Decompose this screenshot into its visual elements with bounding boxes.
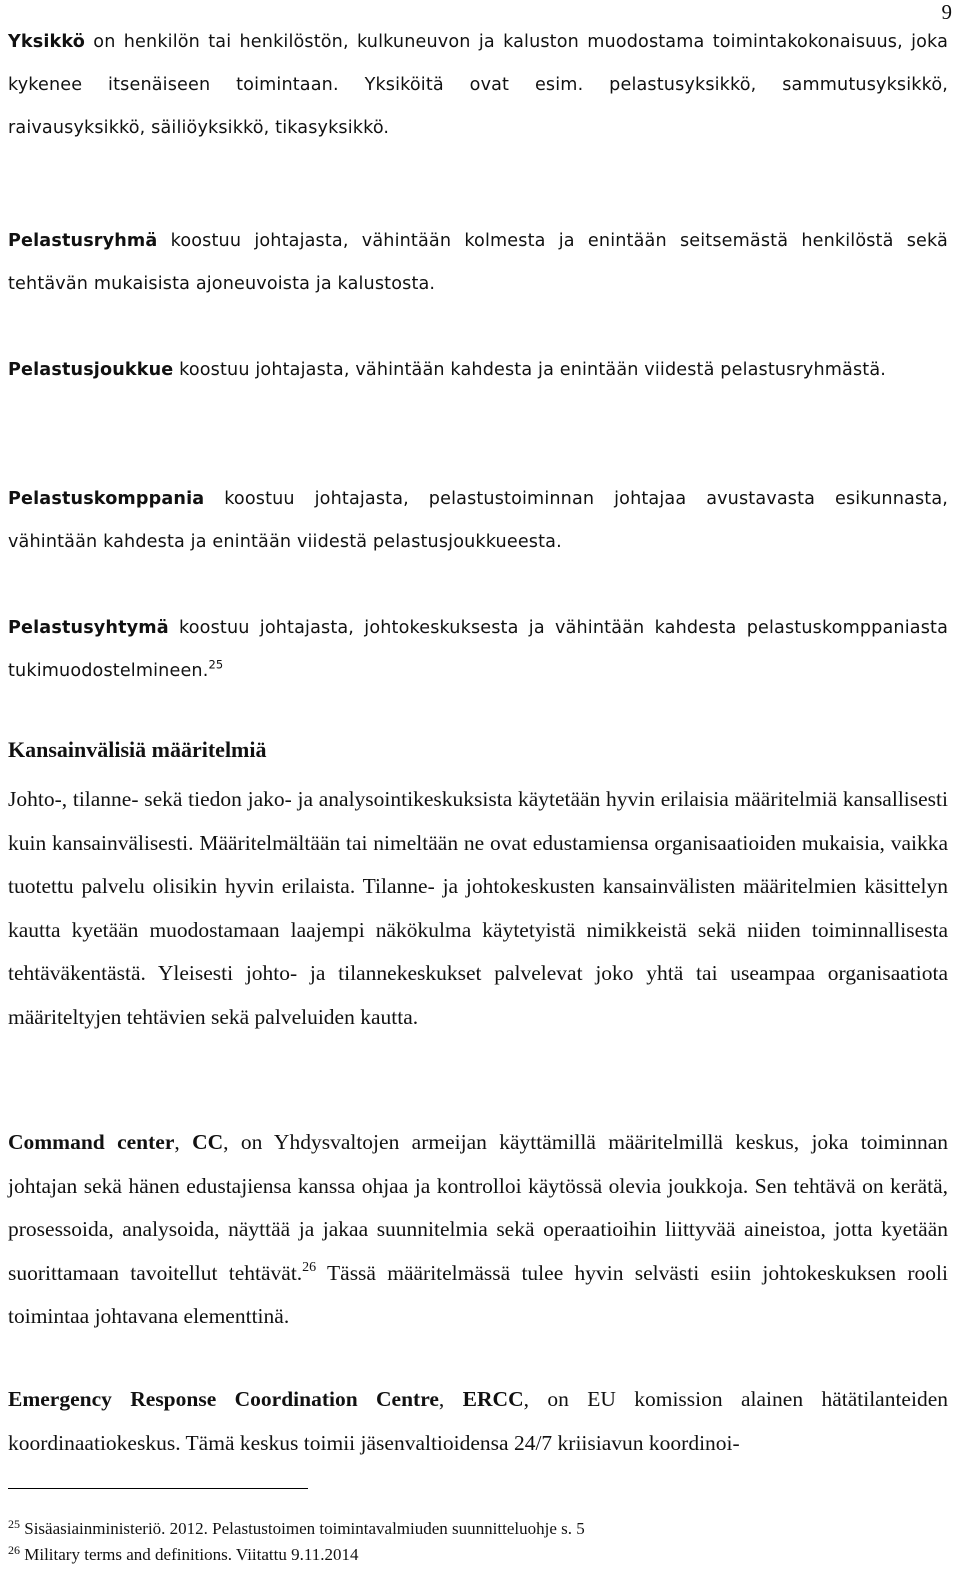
definition-text-yksikko: on henkilön tai henkilöstön, kulkuneuvon ja kaluston muodostama toimintakokonaisuus, joka kykenee itsenäiseen toimintaan. Yksiköitä ovat esim. pelastusyksikkö, sammutusyksikkö, raivausyksikkö, säiliöyksikkö, tikasyksikkö. [8,32,948,138]
definition-pelastuskomppania [8,478,948,564]
definition-pelastusjoukkue [8,349,948,392]
section-heading: Kansainvälisiä määritelmiä [8,737,267,762]
definition-text-cc-1: , on Yhdysvaltojen armeijan käyttämillä määritelmillä keskus, joka toiminnan johtajan sekä hänen edustajiensa kanssa ohjaa ja kontrolloi käytössä olevia joukkoja. Sen tehtävä on kerätä, prosessoida, analysoida, näyttää ja jakaa suunnitelmia sekä operaatioihin liittyvää aineistoa, jotta kyetään suorittamaan tavoitellut tehtävät. [8,1130,948,1285]
definition-text-pelastusyhtyma: koostuu johtajasta, johtokeskuksesta ja vähintään kahdesta pelastuskomppaniasta tukimuodostelmineen. [8,618,948,681]
term-yksikko: Yksikkö [8,32,86,52]
term-pelastusryhma: Pelastusryhmä [8,231,158,251]
separator: , [174,1130,193,1154]
term-pelastusjoukkue: Pelastusjoukkue [8,360,174,380]
footnote-ref-25[interactable]: 25 [208,657,224,672]
footnote-number-25: 25 [8,1517,20,1531]
footnote-text-25: Sisäasiainministeriö. 2012. Pelastustoimen toimintavalmiuden suunnitteluohje s. 5 [20,1519,585,1538]
term-ercc: Emergency Response Coordination Centre [8,1387,439,1411]
footnote-separator [8,1488,308,1489]
definition-text-pelastusjoukkue: koostuu johtajasta, vähintään kahdesta ja enintään viidestä pelastusryhmästä. [173,360,887,380]
separator: , [438,1387,463,1411]
footnote-text-26: Military terms and definitions. Viitattu 9.11.2014 [20,1545,359,1564]
definition-ercc [8,1378,948,1465]
term-command-center: Command center [8,1130,175,1154]
footnote-26 [8,1545,358,1565]
footnote-ref-26[interactable]: 26 [302,1259,317,1275]
definition-text-ercc: , on EU komission alainen hätätilanteiden koordinaatiokeskus. Tämä keskus toimii jäsenvaltioidensa 24/7 kriisiavun koordinoi- [8,1387,948,1455]
definition-text-cc-2: Tässä määritelmässä tulee hyvin selvästi esiin johtokeskuksen rooli toimintaa johtavana elementtinä. [8,1260,948,1329]
footnote-25 [8,1519,585,1539]
section-intro: Johto-, tilanne- sekä tiedon jako- ja analysointikeskuksista käytetään hyvin erilaisia määritelmiä kansallisesti kuin kansainvälisesti. Määritelmältään tai nimeltään ne ovat edustamiensa organisaatioiden mukaisia, vaikka tuotettu palvelu olisikin hyvin erilaista. Tilanne- ja johtokeskusten kansainvälisten määritelmien käsittelyn kautta kyetään muodostamaan laajempi näkökulma käytetyistä nimikkeistä sekä niiden toiminnallisesta tehtäväkentästä. Yleisesti johto- ja tilannekeskukset palvelevat joko yhtä tai useampaa organisaatiota määriteltyjen tehtävien sekä palveluiden kautta. [8,787,948,1029]
definition-pelastusyhtyma [8,607,948,693]
footnote-number-26: 26 [8,1543,20,1557]
definition-pelastusryhma [8,220,948,306]
term-pelastusyhtyma: Pelastusyhtymä [8,618,169,638]
definition-yksikko [8,21,948,150]
definition-text-pelastusryhma: koostuu johtajasta, vähintään kolmesta ja enintään seitsemästä henkilöstä sekä tehtävän mukaisista ajoneuvoista ja kalustosta. [8,231,948,294]
page-number: 9 [941,0,952,24]
abbr-ercc: ERCC [462,1387,524,1411]
definition-command-center [8,1121,948,1339]
term-pelastuskomppania: Pelastuskomppania [8,489,205,509]
definition-text-pelastuskomppania: koostuu johtajasta, pelastustoiminnan johtajaa avustavasta esikunnasta, vähintään kahdesta ja enintään viidestä pelastusjoukkueesta. [8,489,948,552]
abbr-cc: CC [192,1130,224,1154]
